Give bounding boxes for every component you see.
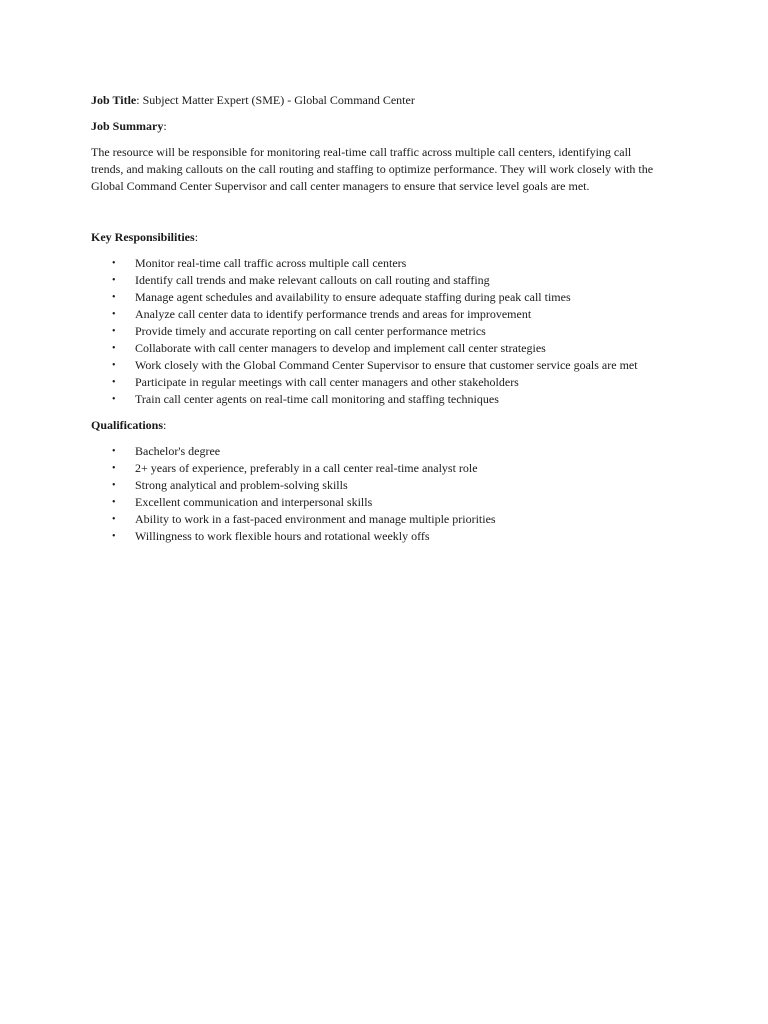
job-title-line <box>91 92 671 109</box>
bullet-icon: • <box>112 531 116 542</box>
job-title-label: Job Title <box>91 93 137 107</box>
qualifications-heading <box>91 417 671 434</box>
list-item: • Work closely with the Global Command Center Supervisor to ensure that customer service goals are met <box>112 358 638 372</box>
bullet-icon: • <box>112 258 116 269</box>
list-item: • Excellent communication and interpersonal skills <box>112 495 373 509</box>
key-responsibilities-list <box>91 255 671 408</box>
bullet-icon: • <box>112 394 116 405</box>
list-item: • Strong analytical and problem-solving skills <box>112 478 348 492</box>
job-title-value: : Subject Matter Expert (SME) - Global Command Center <box>136 93 415 107</box>
bullet-icon: • <box>112 360 116 371</box>
bullet-icon: • <box>112 292 116 303</box>
job-summary-text: The resource will be responsible for monitoring real-time call traffic across multiple call centers, identifying call trends, and making callouts on the call routing and staffing to optimize performance. They will work closely with the Global Command Center Supervisor and call center managers to ensure that service level goals are met. <box>91 145 654 193</box>
list-item: • Analyze call center data to identify performance trends and areas for improvement <box>112 307 532 321</box>
list-item: • Provide timely and accurate reporting on call center performance metrics <box>112 324 486 338</box>
bullet-icon: • <box>112 326 116 337</box>
list-item: • 2+ years of experience, preferably in a call center real-time analyst role <box>112 461 478 475</box>
list-item: • Participate in regular meetings with call center managers and other stakeholders <box>112 375 519 389</box>
qualifications-colon: : <box>163 418 167 432</box>
document-page <box>91 92 671 545</box>
list-item: • Monitor real-time call traffic across multiple call centers <box>112 256 407 270</box>
bullet-icon: • <box>112 514 116 525</box>
list-item: • Identify call trends and make relevant callouts on call routing and staffing <box>112 273 490 287</box>
key-responsibilities-colon: : <box>194 230 199 244</box>
list-item: • Collaborate with call center managers to develop and implement call center strategies <box>112 341 546 355</box>
key-responsibilities-heading <box>91 229 671 246</box>
bullet-icon: • <box>112 463 116 474</box>
bullet-icon: • <box>112 343 116 354</box>
list-item: • Train call center agents on real-time call monitoring and staffing techniques <box>112 392 499 406</box>
bullet-icon: • <box>112 275 116 286</box>
bullet-icon: • <box>112 377 116 388</box>
bullet-icon: • <box>112 309 116 320</box>
bullet-icon: • <box>112 497 116 508</box>
list-item: • Manage agent schedules and availability to ensure adequate staffing during peak call times <box>112 290 571 304</box>
list-item: • Ability to work in a fast-paced environment and manage multiple priorities <box>112 512 496 526</box>
qualifications-list <box>91 443 671 545</box>
bullet-icon: • <box>112 480 116 491</box>
list-item: • Bachelor's degree <box>112 444 221 458</box>
key-responsibilities-label: Key Responsibilities <box>91 230 195 244</box>
list-item: • Willingness to work flexible hours and rotational weekly offs <box>112 529 430 543</box>
job-summary-heading <box>91 118 671 135</box>
qualifications-label: Qualifications <box>91 418 164 432</box>
bullet-icon: • <box>112 446 116 457</box>
job-summary-label: Job Summary <box>91 119 164 133</box>
job-summary-colon: : <box>163 119 167 133</box>
